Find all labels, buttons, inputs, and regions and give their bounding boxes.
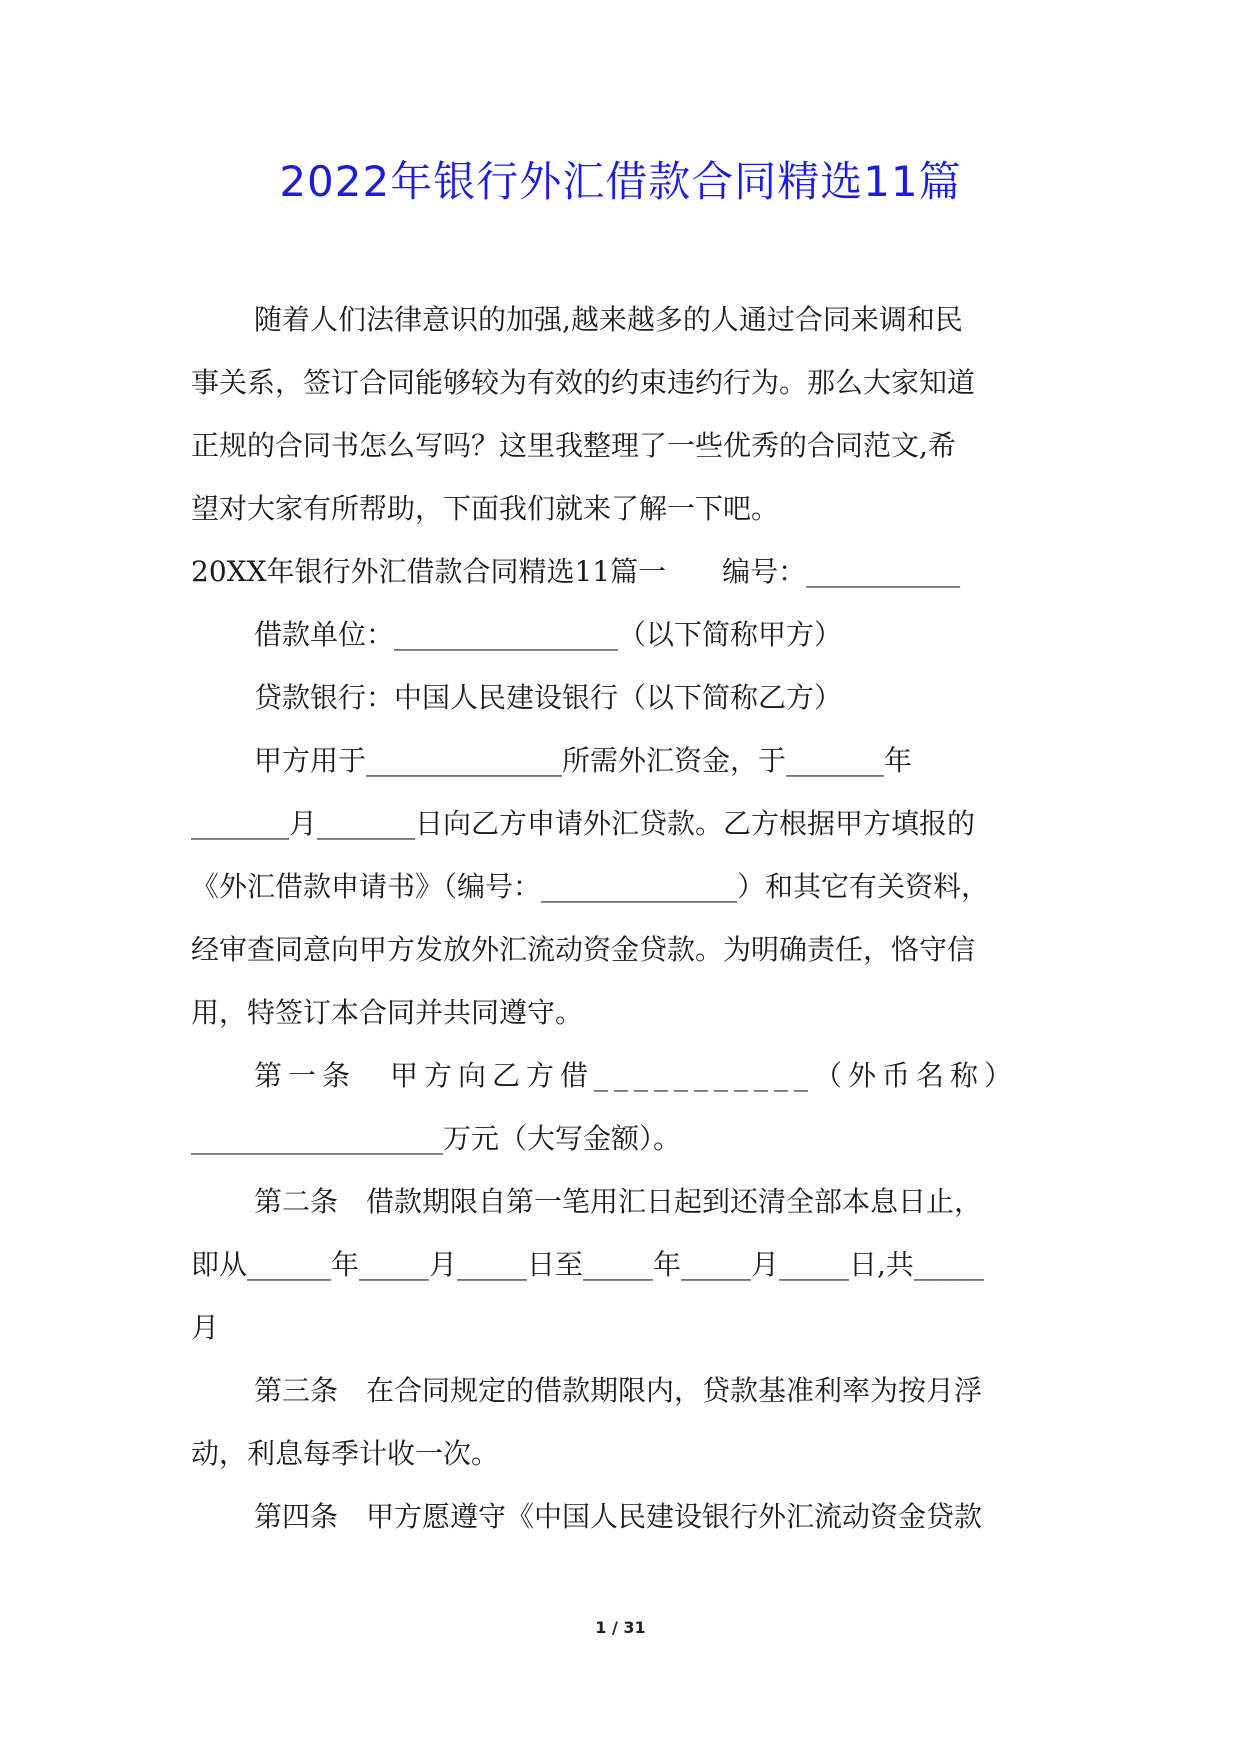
document-title: 2022年银行外汇借款合同精选11篇 [279, 157, 962, 206]
intro-line: 望对大家有所帮助，下面我们就来了解一下吧。 [191, 492, 780, 525]
intro-line: 事关系，签订合同能够较为有效的约束违约行为。那么大家知道 [191, 366, 976, 399]
article-2-line: 即从______年_____月_____日至_____年_____月_____日,共_____ [191, 1248, 984, 1281]
purpose-line: 《外汇借款申请书》（编号：______________）和其它有关资料， [191, 870, 990, 903]
purpose-line: _______月_______日向乙方申请外汇贷款。乙方根据甲方填报的 [191, 807, 976, 840]
page-indicator: 1 / 31 [595, 1618, 646, 1637]
article-4-line: 第四条 甲方愿遵守《中国人民建设银行外汇流动资金贷款 [254, 1500, 983, 1533]
purpose-line: 经审查同意向甲方发放外汇流动资金贷款。为明确责任，恪守信 [191, 933, 976, 966]
article-2-line: 月 [191, 1311, 220, 1344]
article-1-line: __________________万元（大写金额）。 [191, 1122, 682, 1155]
section-heading: 20XX年银行外汇借款合同精选11篇一 [191, 555, 667, 588]
document-body [191, 288, 1051, 1548]
purpose-line: 用，特签订本合同并共同遵守。 [191, 996, 584, 1029]
intro-line: 正规的合同书怎么写吗？这里我整理了一些优秀的合同范文,希 [191, 429, 956, 462]
purpose-line: 甲方用于______________所需外汇资金，于_______年 [254, 744, 913, 777]
intro-line: 随着人们法律意识的加强,越来越多的人通过合同来调和民 [254, 303, 963, 336]
article-1-line: 第一条 甲方向乙方借___________（外币名称） [254, 1059, 1019, 1092]
borrower-line: 借款单位：________________（以下简称甲方） [254, 618, 843, 651]
section-heading-line [191, 540, 1051, 603]
lender-line: 贷款银行：中国人民建设银行（以下简称乙方） [254, 681, 843, 714]
article-3-line: 动，利息每季计收一次。 [191, 1437, 500, 1470]
contract-number-label: 编号：___________ [722, 555, 961, 588]
article-2-line: 第二条 借款期限自第一笔用汇日起到还清全部本息日止， [254, 1185, 983, 1218]
article-3-line: 第三条 在合同规定的借款期限内，贷款基准利率为按月浮 [254, 1374, 983, 1407]
